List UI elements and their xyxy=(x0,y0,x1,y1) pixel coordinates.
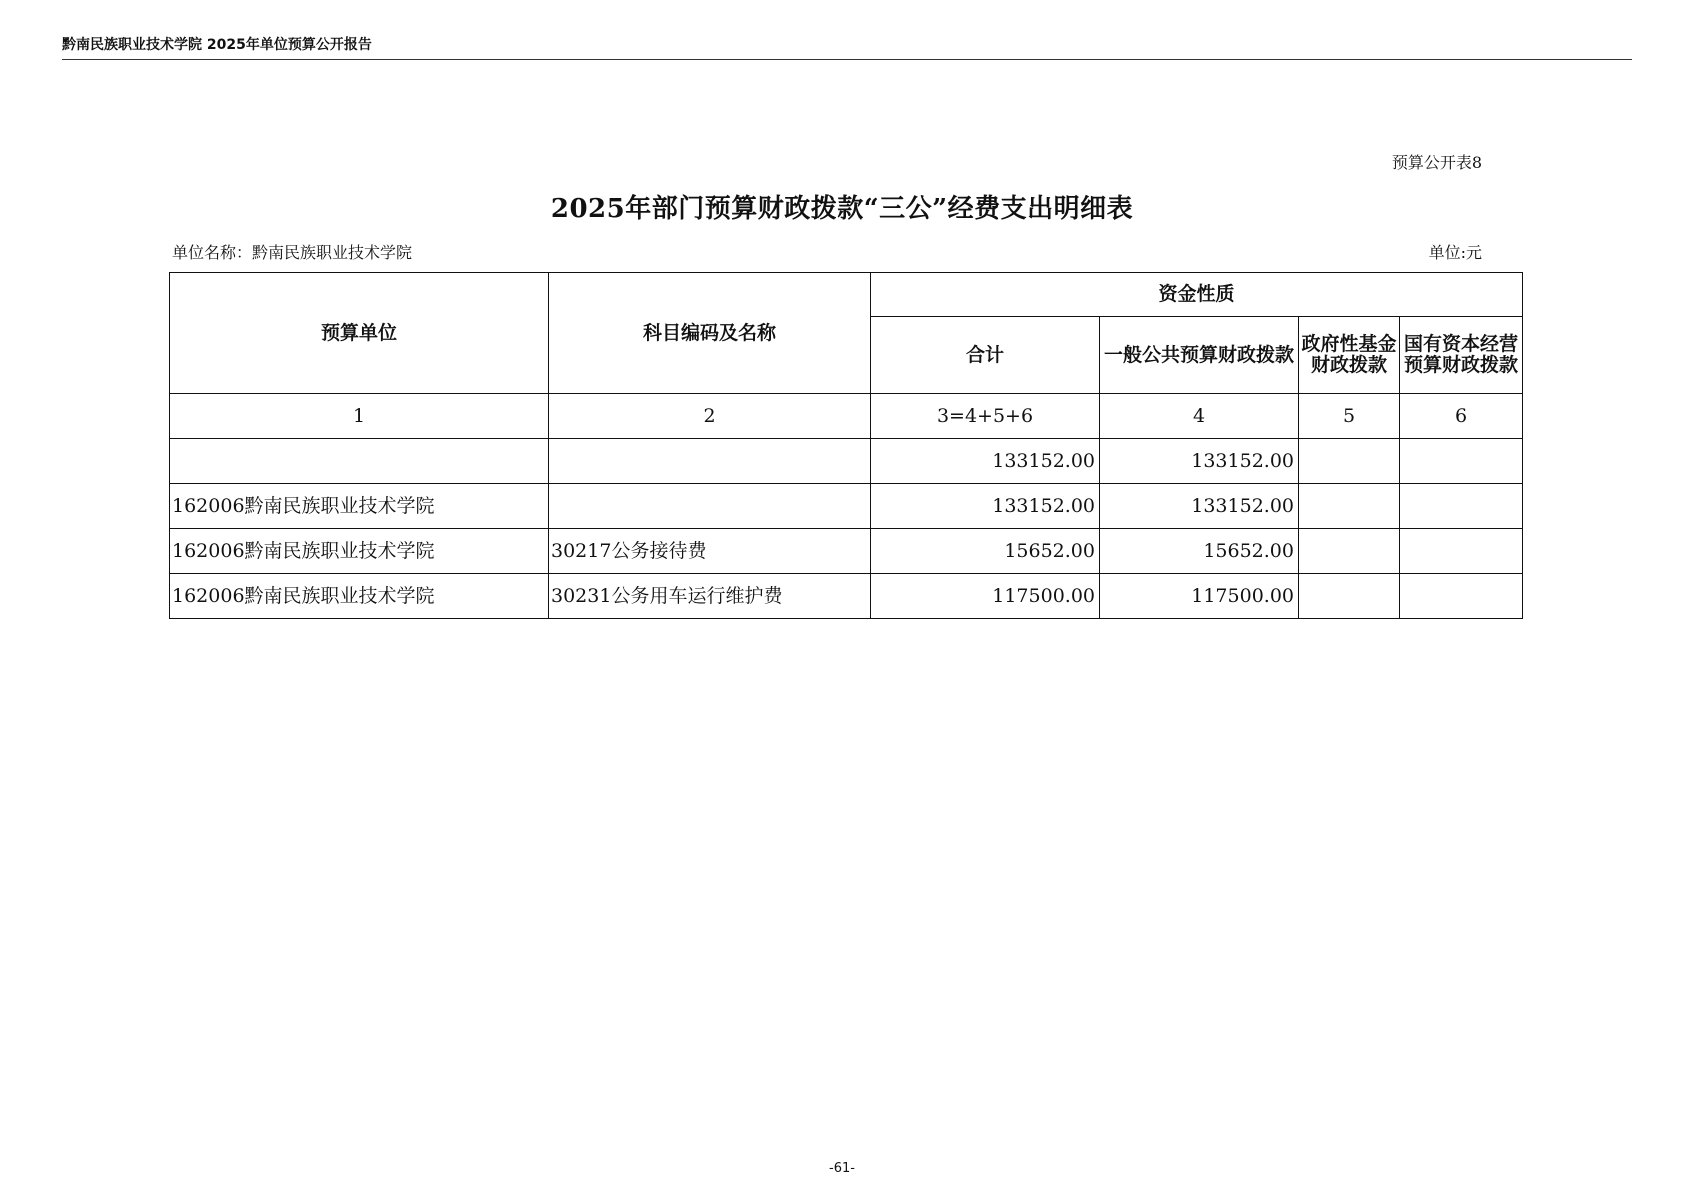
column-number: 4 xyxy=(1100,394,1299,439)
column-number-row xyxy=(170,394,1523,439)
column-number: 3=4+5+6 xyxy=(871,394,1100,439)
header-general-public-budget: 一般公共预算财政拨款 xyxy=(1100,317,1299,394)
cell-state-capital xyxy=(1400,574,1523,619)
table-row xyxy=(170,529,1523,574)
cell-subject xyxy=(549,484,871,529)
cell-subject: 30231公务用车运行维护费 xyxy=(549,574,871,619)
cell-general: 133152.00 xyxy=(1100,484,1299,529)
running-header: 黔南民族职业技术学院 2025年单位预算公开报告 xyxy=(62,37,372,53)
report-title: 2025年部门预算财政拨款“三公”经费支出明细表 xyxy=(550,194,1134,224)
cell-gov-fund xyxy=(1299,529,1400,574)
cell-total: 133152.00 xyxy=(871,439,1100,484)
cell-total: 117500.00 xyxy=(871,574,1100,619)
cell-subject: 30217公务接待费 xyxy=(549,529,871,574)
table-row xyxy=(170,574,1523,619)
table-row xyxy=(170,439,1523,484)
header-government-fund: 政府性基金财政拨款 xyxy=(1299,317,1400,394)
cell-state-capital xyxy=(1400,484,1523,529)
currency-unit-label: 单位:元 xyxy=(1428,243,1482,262)
page-number: -61- xyxy=(829,1161,855,1176)
column-number: 5 xyxy=(1299,394,1400,439)
column-number: 1 xyxy=(170,394,549,439)
column-number: 2 xyxy=(549,394,871,439)
header-budget-unit: 预算单位 xyxy=(170,273,549,394)
cell-subject xyxy=(549,439,871,484)
column-number: 6 xyxy=(1400,394,1523,439)
unit-name-label: 单位名称：黔南民族职业技术学院 xyxy=(172,243,413,262)
cell-state-capital xyxy=(1400,439,1523,484)
header-fund-nature: 资金性质 xyxy=(871,273,1523,317)
cell-general: 117500.00 xyxy=(1100,574,1299,619)
cell-unit: 162006黔南民族职业技术学院 xyxy=(170,529,549,574)
cell-gov-fund xyxy=(1299,574,1400,619)
cell-unit: 162006黔南民族职业技术学院 xyxy=(170,574,549,619)
cell-general: 133152.00 xyxy=(1100,439,1299,484)
header-divider xyxy=(62,59,1632,60)
header-subject: 科目编码及名称 xyxy=(549,273,871,394)
table-row xyxy=(170,484,1523,529)
cell-general: 15652.00 xyxy=(1100,529,1299,574)
cell-unit: 162006黔南民族职业技术学院 xyxy=(170,484,549,529)
cell-total: 133152.00 xyxy=(871,484,1100,529)
table-id-label: 预算公开表8 xyxy=(1391,153,1482,172)
cell-gov-fund xyxy=(1299,484,1400,529)
cell-total: 15652.00 xyxy=(871,529,1100,574)
header-total: 合计 xyxy=(871,317,1100,394)
cell-gov-fund xyxy=(1299,439,1400,484)
cell-state-capital xyxy=(1400,529,1523,574)
header-state-capital: 国有资本经营预算财政拨款 xyxy=(1400,317,1523,394)
three-public-expenses-table xyxy=(169,272,1523,619)
cell-unit xyxy=(170,439,549,484)
